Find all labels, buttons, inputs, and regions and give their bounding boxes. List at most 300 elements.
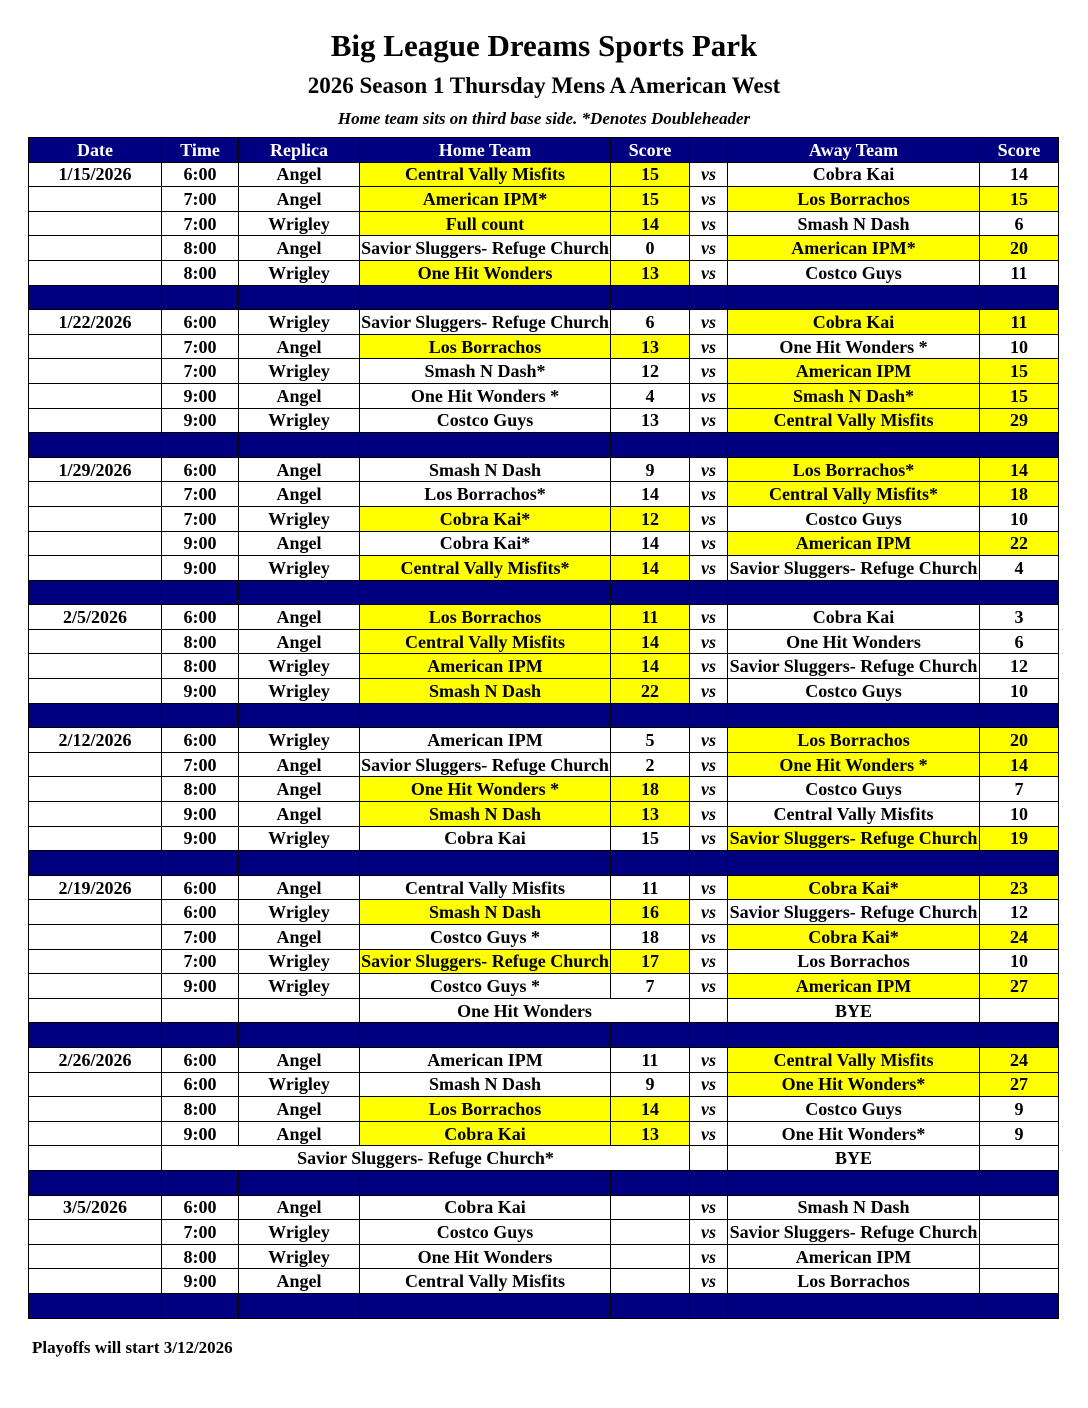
game-replica: Angel bbox=[239, 457, 360, 482]
home-score: 18 bbox=[611, 777, 690, 802]
game-date bbox=[29, 777, 162, 802]
game-date bbox=[29, 654, 162, 679]
away-score: 11 bbox=[980, 260, 1059, 285]
vs-label: vs bbox=[690, 383, 728, 408]
game-row bbox=[29, 556, 1059, 581]
game-date bbox=[29, 531, 162, 556]
separator-cell bbox=[611, 851, 690, 876]
game-date: 2/19/2026 bbox=[29, 875, 162, 900]
game-row bbox=[29, 900, 1059, 925]
week-separator bbox=[29, 1170, 1059, 1195]
away-team: Cobra Kai* bbox=[728, 925, 980, 950]
game-date bbox=[29, 187, 162, 212]
game-replica: Angel bbox=[239, 531, 360, 556]
away-score bbox=[980, 1269, 1059, 1294]
game-row bbox=[29, 187, 1059, 212]
game-date bbox=[29, 1121, 162, 1146]
game-replica: Angel bbox=[239, 1047, 360, 1072]
vs-label: vs bbox=[690, 1097, 728, 1122]
separator-cell bbox=[728, 703, 980, 728]
home-team: Savior Sluggers- Refuge Church bbox=[360, 949, 611, 974]
home-team: Savior Sluggers- Refuge Church bbox=[360, 310, 611, 335]
game-time: 7:00 bbox=[162, 211, 239, 236]
game-replica: Wrigley bbox=[239, 826, 360, 851]
game-time: 7:00 bbox=[162, 1220, 239, 1245]
separator-cell bbox=[162, 1170, 239, 1195]
game-time: 6:00 bbox=[162, 310, 239, 335]
game-row bbox=[29, 802, 1059, 827]
week-separator bbox=[29, 433, 1059, 458]
game-time: 9:00 bbox=[162, 679, 239, 704]
game-replica: Wrigley bbox=[239, 679, 360, 704]
away-score: 23 bbox=[980, 875, 1059, 900]
game-time: 9:00 bbox=[162, 802, 239, 827]
away-team: Costco Guys bbox=[728, 1097, 980, 1122]
game-date bbox=[29, 1220, 162, 1245]
away-score: 9 bbox=[980, 1121, 1059, 1146]
separator-cell bbox=[690, 580, 728, 605]
vs-label: vs bbox=[690, 1244, 728, 1269]
vs-label: vs bbox=[690, 187, 728, 212]
home-team: Savior Sluggers- Refuge Church bbox=[360, 236, 611, 261]
game-replica: Angel bbox=[239, 777, 360, 802]
game-time: 6:00 bbox=[162, 1195, 239, 1220]
page-subtitle: 2026 Season 1 Thursday Mens A American West bbox=[307, 73, 781, 98]
home-score: 6 bbox=[611, 310, 690, 335]
separator-cell bbox=[162, 433, 239, 458]
separator-cell bbox=[690, 851, 728, 876]
separator-cell bbox=[728, 851, 980, 876]
away-score: 14 bbox=[980, 752, 1059, 777]
home-team: Los Borrachos bbox=[360, 1097, 611, 1122]
vs-label: vs bbox=[690, 679, 728, 704]
home-team: Central Vally Misfits bbox=[360, 162, 611, 187]
game-replica: Angel bbox=[239, 334, 360, 359]
game-time: 7:00 bbox=[162, 506, 239, 531]
home-team: Smash N Dash bbox=[360, 457, 611, 482]
game-row bbox=[29, 457, 1059, 482]
separator-cell bbox=[728, 580, 980, 605]
game-row bbox=[29, 752, 1059, 777]
schedule-body bbox=[29, 162, 1059, 1318]
away-score: 29 bbox=[980, 408, 1059, 433]
away-team: Cobra Kai* bbox=[728, 875, 980, 900]
game-time: 8:00 bbox=[162, 236, 239, 261]
separator-cell bbox=[29, 1023, 162, 1048]
game-date bbox=[29, 506, 162, 531]
game-replica: Wrigley bbox=[239, 260, 360, 285]
home-team: Central Vally Misfits* bbox=[360, 556, 611, 581]
game-time: 9:00 bbox=[162, 531, 239, 556]
vs-label: vs bbox=[690, 162, 728, 187]
home-score: 5 bbox=[611, 728, 690, 753]
vs-label: vs bbox=[690, 482, 728, 507]
separator-cell bbox=[239, 1170, 360, 1195]
home-team: Cobra Kai bbox=[360, 826, 611, 851]
separator-cell bbox=[239, 1023, 360, 1048]
game-time: 6:00 bbox=[162, 728, 239, 753]
home-team: Cobra Kai* bbox=[360, 531, 611, 556]
game-row bbox=[29, 974, 1059, 999]
game-date: 1/15/2026 bbox=[29, 162, 162, 187]
game-time: 7:00 bbox=[162, 949, 239, 974]
separator-cell bbox=[980, 285, 1059, 310]
separator-cell bbox=[239, 285, 360, 310]
away-team: One Hit Wonders bbox=[728, 629, 980, 654]
home-score bbox=[611, 1220, 690, 1245]
home-score: 14 bbox=[611, 629, 690, 654]
home-score: 13 bbox=[611, 334, 690, 359]
game-row bbox=[29, 334, 1059, 359]
vs-label: vs bbox=[690, 728, 728, 753]
away-team: One Hit Wonders * bbox=[728, 334, 980, 359]
separator-cell bbox=[29, 433, 162, 458]
vs-label: vs bbox=[690, 875, 728, 900]
game-date: 2/26/2026 bbox=[29, 1047, 162, 1072]
game-replica: Wrigley bbox=[239, 506, 360, 531]
bye-row bbox=[29, 998, 1059, 1023]
home-team: American IPM bbox=[360, 1047, 611, 1072]
separator-cell bbox=[29, 285, 162, 310]
separator-cell bbox=[239, 433, 360, 458]
game-date bbox=[29, 679, 162, 704]
away-team: Smash N Dash bbox=[728, 1195, 980, 1220]
away-team: Costco Guys bbox=[728, 679, 980, 704]
away-team: American IPM bbox=[728, 1244, 980, 1269]
away-score: 12 bbox=[980, 900, 1059, 925]
vs-label: vs bbox=[690, 1047, 728, 1072]
away-score bbox=[980, 1244, 1059, 1269]
game-date: 1/29/2026 bbox=[29, 457, 162, 482]
game-date bbox=[29, 211, 162, 236]
vs-label: vs bbox=[690, 334, 728, 359]
playoffs-note: Playoffs will start 3/12/2026 bbox=[32, 1338, 233, 1357]
game-time: 6:00 bbox=[162, 1072, 239, 1097]
separator-cell bbox=[239, 851, 360, 876]
game-time bbox=[162, 998, 239, 1023]
game-row bbox=[29, 1220, 1059, 1245]
game-date: 2/12/2026 bbox=[29, 728, 162, 753]
away-team: American IPM bbox=[728, 974, 980, 999]
home-team: One Hit Wonders * bbox=[360, 383, 611, 408]
vs-label bbox=[690, 1146, 728, 1171]
home-team: Smash N Dash bbox=[360, 802, 611, 827]
vs-label: vs bbox=[690, 260, 728, 285]
away-score: 12 bbox=[980, 654, 1059, 679]
vs-label: vs bbox=[690, 802, 728, 827]
game-date bbox=[29, 334, 162, 359]
game-row bbox=[29, 728, 1059, 753]
home-score: 15 bbox=[611, 162, 690, 187]
home-team: American IPM bbox=[360, 728, 611, 753]
game-replica: Angel bbox=[239, 1269, 360, 1294]
home-team: Cobra Kai bbox=[360, 1121, 611, 1146]
week-separator bbox=[29, 851, 1059, 876]
away-score: 19 bbox=[980, 826, 1059, 851]
separator-cell bbox=[980, 1170, 1059, 1195]
separator-cell bbox=[611, 703, 690, 728]
separator-cell bbox=[611, 1293, 690, 1318]
home-team: Smash N Dash bbox=[360, 1072, 611, 1097]
home-score: 13 bbox=[611, 1121, 690, 1146]
game-replica: Angel bbox=[239, 383, 360, 408]
away-team: American IPM* bbox=[728, 236, 980, 261]
away-score: 10 bbox=[980, 506, 1059, 531]
home-score: 0 bbox=[611, 236, 690, 261]
week-separator bbox=[29, 285, 1059, 310]
away-team: Central Vally Misfits bbox=[728, 1047, 980, 1072]
game-replica: Wrigley bbox=[239, 949, 360, 974]
col-header-replica: Replica bbox=[239, 138, 360, 163]
game-date bbox=[29, 359, 162, 384]
page-title: Big League Dreams Sports Park bbox=[330, 28, 758, 63]
separator-cell bbox=[728, 1023, 980, 1048]
game-row bbox=[29, 925, 1059, 950]
game-row bbox=[29, 260, 1059, 285]
vs-label: vs bbox=[690, 1195, 728, 1220]
home-team: One Hit Wonders bbox=[360, 1244, 611, 1269]
home-team: Central Vally Misfits bbox=[360, 1269, 611, 1294]
game-date bbox=[29, 482, 162, 507]
away-score bbox=[980, 1195, 1059, 1220]
home-team: Costco Guys * bbox=[360, 925, 611, 950]
header-row bbox=[29, 138, 1059, 163]
home-team: Smash N Dash* bbox=[360, 359, 611, 384]
game-row bbox=[29, 506, 1059, 531]
game-time: 8:00 bbox=[162, 777, 239, 802]
home-score bbox=[611, 1244, 690, 1269]
away-team: American IPM bbox=[728, 359, 980, 384]
game-row bbox=[29, 679, 1059, 704]
home-score: 4 bbox=[611, 383, 690, 408]
game-replica: Angel bbox=[239, 482, 360, 507]
bye-team: Savior Sluggers- Refuge Church* bbox=[162, 1146, 690, 1171]
home-score: 22 bbox=[611, 679, 690, 704]
game-row bbox=[29, 236, 1059, 261]
col-header-home-team: Home Team bbox=[360, 138, 611, 163]
away-score: 15 bbox=[980, 359, 1059, 384]
separator-cell bbox=[611, 1170, 690, 1195]
game-replica: Angel bbox=[239, 752, 360, 777]
away-team: Los Borrachos* bbox=[728, 457, 980, 482]
separator-cell bbox=[980, 433, 1059, 458]
game-date bbox=[29, 1269, 162, 1294]
game-replica: Angel bbox=[239, 629, 360, 654]
vs-label: vs bbox=[690, 654, 728, 679]
away-score: 24 bbox=[980, 925, 1059, 950]
vs-label: vs bbox=[690, 506, 728, 531]
away-team: One Hit Wonders * bbox=[728, 752, 980, 777]
away-score bbox=[980, 998, 1059, 1023]
game-date bbox=[29, 826, 162, 851]
separator-cell bbox=[29, 580, 162, 605]
game-time: 9:00 bbox=[162, 974, 239, 999]
away-score: 20 bbox=[980, 236, 1059, 261]
home-score: 12 bbox=[611, 506, 690, 531]
bye-label: BYE bbox=[728, 1146, 980, 1171]
game-row bbox=[29, 1097, 1059, 1122]
vs-label: vs bbox=[690, 752, 728, 777]
separator-cell bbox=[162, 703, 239, 728]
home-score: 14 bbox=[611, 1097, 690, 1122]
game-row bbox=[29, 162, 1059, 187]
game-replica: Angel bbox=[239, 802, 360, 827]
away-score: 24 bbox=[980, 1047, 1059, 1072]
separator-cell bbox=[611, 580, 690, 605]
game-row bbox=[29, 310, 1059, 335]
vs-label: vs bbox=[690, 1220, 728, 1245]
game-time: 8:00 bbox=[162, 1097, 239, 1122]
away-score: 7 bbox=[980, 777, 1059, 802]
separator-cell bbox=[162, 285, 239, 310]
game-time: 6:00 bbox=[162, 605, 239, 630]
schedule-header bbox=[29, 138, 1059, 163]
separator-cell bbox=[360, 1170, 611, 1195]
vs-label: vs bbox=[690, 1121, 728, 1146]
separator-cell bbox=[980, 851, 1059, 876]
home-score: 12 bbox=[611, 359, 690, 384]
col-header-date: Date bbox=[29, 138, 162, 163]
separator-cell bbox=[980, 1023, 1059, 1048]
home-score: 13 bbox=[611, 802, 690, 827]
game-row bbox=[29, 408, 1059, 433]
game-date bbox=[29, 260, 162, 285]
home-score: 15 bbox=[611, 826, 690, 851]
game-time: 7:00 bbox=[162, 482, 239, 507]
vs-label: vs bbox=[690, 556, 728, 581]
separator-cell bbox=[360, 1293, 611, 1318]
game-date bbox=[29, 556, 162, 581]
away-score: 10 bbox=[980, 949, 1059, 974]
game-row bbox=[29, 531, 1059, 556]
away-team: Savior Sluggers- Refuge Church bbox=[728, 556, 980, 581]
separator-cell bbox=[29, 703, 162, 728]
away-score: 27 bbox=[980, 974, 1059, 999]
game-replica: Angel bbox=[239, 1121, 360, 1146]
separator-cell bbox=[611, 433, 690, 458]
game-replica: Wrigley bbox=[239, 1220, 360, 1245]
game-time: 8:00 bbox=[162, 260, 239, 285]
col-header-away-team: Away Team bbox=[728, 138, 980, 163]
separator-cell bbox=[29, 851, 162, 876]
game-row bbox=[29, 777, 1059, 802]
home-team: American IPM* bbox=[360, 187, 611, 212]
home-score: 9 bbox=[611, 1072, 690, 1097]
home-score: 11 bbox=[611, 1047, 690, 1072]
home-score bbox=[611, 1195, 690, 1220]
separator-cell bbox=[239, 580, 360, 605]
separator-cell bbox=[728, 285, 980, 310]
game-replica: Angel bbox=[239, 875, 360, 900]
home-score: 14 bbox=[611, 556, 690, 581]
game-date bbox=[29, 949, 162, 974]
away-team: Costco Guys bbox=[728, 506, 980, 531]
away-team: Savior Sluggers- Refuge Church bbox=[728, 826, 980, 851]
home-score: 14 bbox=[611, 482, 690, 507]
bye-label: BYE bbox=[728, 998, 980, 1023]
col-header-away-score: Score bbox=[980, 138, 1059, 163]
away-team: Los Borrachos bbox=[728, 949, 980, 974]
vs-label: vs bbox=[690, 408, 728, 433]
week-separator bbox=[29, 1023, 1059, 1048]
vs-label: vs bbox=[690, 310, 728, 335]
game-replica: Angel bbox=[239, 1097, 360, 1122]
separator-cell bbox=[690, 703, 728, 728]
game-time: 8:00 bbox=[162, 1244, 239, 1269]
game-date bbox=[29, 629, 162, 654]
away-score: 18 bbox=[980, 482, 1059, 507]
game-replica: Wrigley bbox=[239, 556, 360, 581]
game-time: 9:00 bbox=[162, 826, 239, 851]
away-score: 6 bbox=[980, 211, 1059, 236]
vs-label: vs bbox=[690, 359, 728, 384]
away-score: 9 bbox=[980, 1097, 1059, 1122]
game-time: 9:00 bbox=[162, 1269, 239, 1294]
col-header-home-score: Score bbox=[611, 138, 690, 163]
away-score: 14 bbox=[980, 162, 1059, 187]
home-team: One Hit Wonders * bbox=[360, 777, 611, 802]
home-score bbox=[611, 1269, 690, 1294]
away-score bbox=[980, 1220, 1059, 1245]
separator-cell bbox=[239, 703, 360, 728]
vs-label: vs bbox=[690, 974, 728, 999]
home-score: 11 bbox=[611, 875, 690, 900]
separator-cell bbox=[29, 1293, 162, 1318]
home-team: Full count bbox=[360, 211, 611, 236]
game-time: 9:00 bbox=[162, 1121, 239, 1146]
vs-label: vs bbox=[690, 457, 728, 482]
separator-cell bbox=[690, 285, 728, 310]
separator-cell bbox=[239, 1293, 360, 1318]
away-score: 10 bbox=[980, 802, 1059, 827]
vs-label: vs bbox=[690, 925, 728, 950]
game-time: 6:00 bbox=[162, 900, 239, 925]
game-replica: Angel bbox=[239, 162, 360, 187]
game-time: 6:00 bbox=[162, 1047, 239, 1072]
game-date bbox=[29, 1146, 162, 1171]
away-team: Los Borrachos bbox=[728, 728, 980, 753]
game-date bbox=[29, 383, 162, 408]
away-score: 10 bbox=[980, 679, 1059, 704]
col-header-vs bbox=[690, 138, 728, 163]
separator-cell bbox=[728, 1170, 980, 1195]
away-score bbox=[980, 1146, 1059, 1171]
vs-label: vs bbox=[690, 900, 728, 925]
home-team: Los Borrachos* bbox=[360, 482, 611, 507]
separator-cell bbox=[162, 851, 239, 876]
game-replica: Angel bbox=[239, 236, 360, 261]
home-team: Cobra Kai bbox=[360, 1195, 611, 1220]
game-replica: Wrigley bbox=[239, 211, 360, 236]
home-team: Costco Guys bbox=[360, 408, 611, 433]
game-replica: Wrigley bbox=[239, 728, 360, 753]
vs-label: vs bbox=[690, 629, 728, 654]
away-team: American IPM bbox=[728, 531, 980, 556]
home-score: 13 bbox=[611, 408, 690, 433]
game-replica: Angel bbox=[239, 605, 360, 630]
away-team: Cobra Kai bbox=[728, 310, 980, 335]
week-separator bbox=[29, 703, 1059, 728]
home-score: 9 bbox=[611, 457, 690, 482]
game-row bbox=[29, 1244, 1059, 1269]
game-time: 9:00 bbox=[162, 556, 239, 581]
away-team: One Hit Wonders* bbox=[728, 1121, 980, 1146]
away-team: Los Borrachos bbox=[728, 187, 980, 212]
home-team: Smash N Dash bbox=[360, 900, 611, 925]
game-time: 7:00 bbox=[162, 187, 239, 212]
separator-cell bbox=[728, 433, 980, 458]
game-row bbox=[29, 1047, 1059, 1072]
